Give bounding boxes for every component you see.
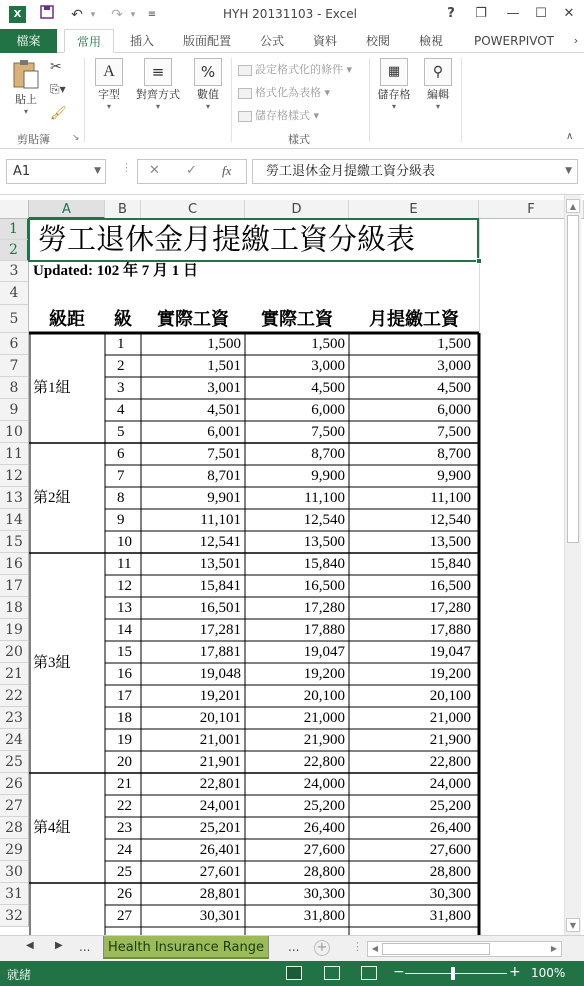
row-header-18[interactable]: 18 [0, 597, 29, 619]
monthly-contribution-cell[interactable]: 6,000 [437, 402, 471, 418]
name-box-dropdown-icon[interactable]: ▼ [94, 166, 101, 176]
monthly-contribution-cell[interactable]: 15,840 [429, 556, 471, 572]
column-header-f[interactable]: F [479, 200, 584, 219]
wage-to-cell[interactable]: 15,840 [303, 556, 345, 572]
row-header-13[interactable]: 13 [0, 487, 29, 509]
copy-icon[interactable]: ⎘▾ [50, 82, 66, 96]
insert-function-icon[interactable]: fx [222, 163, 232, 178]
save-icon[interactable] [38, 5, 56, 25]
cell-styles-label: 儲存格樣式 [255, 109, 310, 122]
row-header-9[interactable]: 9 [0, 399, 29, 421]
alignment-button[interactable] [132, 58, 184, 111]
column-header-d[interactable]: D [245, 200, 349, 219]
monthly-contribution-cell[interactable]: 31,800 [429, 908, 471, 924]
cut-icon[interactable]: ✂ [50, 59, 62, 75]
monthly-contribution-cell[interactable]: 11,100 [430, 490, 471, 506]
page-layout-view-icon[interactable] [324, 966, 340, 980]
status-ready: 就緒 [7, 968, 32, 982]
level-cell[interactable]: 13 [117, 600, 132, 616]
clipboard-group-label: 剪貼簿 [17, 133, 50, 146]
tab-powerpivot[interactable]: POWERPIVOT [473, 34, 554, 48]
conditional-formatting-icon [238, 65, 252, 76]
wage-to-cell[interactable]: 17,280 [303, 600, 345, 616]
level-cell[interactable]: 14 [117, 622, 132, 638]
help-button[interactable]: ? [447, 6, 455, 21]
monthly-contribution-cell[interactable]: 13,500 [429, 534, 471, 550]
horizontal-scrollbar[interactable] [367, 941, 562, 957]
row-header-5[interactable]: 5 [0, 305, 29, 333]
alignment-icon: ≡ [144, 58, 172, 86]
maximize-button[interactable]: ☐ [535, 6, 547, 21]
row-header-29[interactable]: 29 [0, 839, 29, 861]
wage-to-cell[interactable]: 19,047 [303, 644, 345, 660]
row-header-12[interactable]: 12 [0, 465, 29, 487]
monthly-contribution-cell[interactable]: 20,100 [429, 688, 471, 704]
paste-label: 貼上 [15, 93, 37, 106]
normal-view-icon[interactable] [286, 966, 302, 980]
tab-review[interactable]: 校閱 [365, 34, 390, 48]
horizontal-scroll-thumb[interactable] [382, 943, 490, 955]
wage-to-cell[interactable]: 25,200 [303, 798, 345, 814]
binoculars-icon: ⚲ [424, 58, 452, 86]
wage-from-cell[interactable]: 16,501 [199, 600, 241, 616]
wage-to-cell[interactable]: 20,100 [303, 688, 345, 704]
wage-from-cell[interactable]: 24,001 [199, 798, 241, 814]
zoom-level[interactable]: 100% [531, 966, 566, 980]
ribbon [0, 53, 584, 149]
tab-scroll-right-icon[interactable]: › [573, 34, 579, 47]
row-header-16[interactable]: 16 [0, 553, 29, 575]
tab-split-grip-icon[interactable]: ⋮ [352, 940, 363, 953]
formula-bar-grip-icon: ⋮ [121, 161, 132, 174]
wage-from-cell[interactable]: 13,501 [199, 556, 241, 572]
wage-to-cell[interactable]: 21,900 [303, 732, 345, 748]
row-header-23[interactable]: 23 [0, 707, 29, 729]
cells-icon: ▦ [380, 58, 408, 86]
wage-to-cell[interactable]: 16,500 [303, 578, 345, 594]
worksheet-grid[interactable] [0, 195, 584, 935]
row-header-2[interactable]: 2 [0, 240, 29, 261]
wage-from-cell[interactable]: 7,501 [207, 446, 241, 462]
monthly-contribution-cell[interactable]: 9,900 [437, 468, 471, 484]
wage-to-cell[interactable]: 8,700 [311, 446, 345, 462]
window-title: HYH 20131103 - Excel [222, 7, 357, 21]
updated-date-cell[interactable]: Updated: 102 年 7 月 1 日 [33, 263, 199, 279]
monthly-contribution-cell[interactable]: 7,500 [437, 424, 471, 440]
row-header-26[interactable]: 26 [0, 773, 29, 795]
wage-to-cell[interactable]: 24,000 [303, 776, 345, 792]
tab-formulas[interactable]: 公式 [259, 34, 284, 48]
level-cell[interactable]: 22 [117, 798, 132, 814]
wage-from-cell[interactable]: 3,001 [207, 380, 241, 396]
sheet-nav-next-icon[interactable]: ▶ [55, 940, 63, 951]
level-cell[interactable]: 11 [117, 556, 132, 572]
level-cell[interactable]: 25 [117, 864, 132, 880]
wage-from-cell[interactable]: 26,401 [199, 842, 241, 858]
add-sheet-button[interactable]: + [314, 940, 330, 956]
more-sheets-left-button[interactable]: ... [79, 940, 91, 954]
group-label-cell[interactable]: 第4組 [33, 820, 71, 836]
level-cell[interactable]: 3 [117, 380, 125, 396]
level-cell[interactable]: 20 [117, 754, 132, 770]
wage-to-cell[interactable]: 28,800 [303, 864, 345, 880]
font-icon: A [95, 58, 123, 86]
monthly-contribution-cell[interactable]: 27,600 [429, 842, 471, 858]
level-cell[interactable]: 9 [117, 512, 125, 528]
cell-styles-icon [238, 111, 252, 122]
row-header-7[interactable]: 7 [0, 355, 29, 377]
format-as-table-label: 格式化為表格 [255, 86, 321, 99]
wage-to-cell[interactable]: 22,800 [303, 754, 345, 770]
level-cell[interactable]: 1 [117, 336, 125, 352]
wage-to-cell[interactable]: 31,800 [303, 908, 345, 924]
styles-group-label: 樣式 [288, 133, 310, 146]
table-header-cell[interactable]: 級 [114, 309, 132, 329]
row-header-3[interactable]: 3 [0, 261, 29, 282]
tab-page-layout[interactable]: 版面配置 [182, 34, 231, 48]
row-header-15[interactable]: 15 [0, 531, 29, 553]
monthly-contribution-cell[interactable]: 25,200 [429, 798, 471, 814]
wage-to-cell[interactable]: 27,600 [303, 842, 345, 858]
table-header-cell[interactable]: 實際工資 [157, 309, 229, 329]
cancel-icon[interactable]: ✕ [149, 163, 160, 178]
monthly-contribution-cell[interactable]: 1,500 [437, 336, 471, 352]
cells-button[interactable] [374, 58, 414, 111]
row-header-14[interactable]: 14 [0, 509, 29, 531]
group-label-cell[interactable]: 第1組 [33, 380, 71, 396]
monthly-contribution-cell[interactable]: 17,280 [429, 600, 471, 616]
row-header-6[interactable]: 6 [0, 333, 29, 355]
level-cell[interactable]: 27 [117, 908, 132, 924]
wage-to-cell[interactable]: 9,900 [311, 468, 345, 484]
redo-icon[interactable]: ↷ [111, 7, 123, 23]
enter-icon[interactable]: ✓ [186, 163, 197, 178]
editing-dropdown-icon: ▾ [435, 102, 440, 111]
monthly-contribution-cell[interactable]: 12,540 [429, 512, 471, 528]
wage-from-cell[interactable]: 4,501 [207, 402, 241, 418]
clipboard-launcher-icon[interactable]: ↘ [72, 133, 80, 143]
monthly-contribution-cell[interactable]: 26,400 [429, 820, 471, 836]
wage-to-cell[interactable]: 30,300 [303, 886, 345, 902]
editing-label: 編輯 [427, 88, 449, 101]
editing-button[interactable] [420, 58, 456, 111]
column-header-e[interactable]: E [349, 200, 479, 219]
wage-from-cell[interactable]: 11,101 [200, 512, 241, 528]
zoom-slider-track[interactable] [405, 973, 507, 974]
paste-button[interactable] [6, 59, 46, 116]
level-cell[interactable]: 15 [117, 644, 132, 660]
monthly-contribution-cell[interactable]: 30,300 [429, 886, 471, 902]
level-cell[interactable]: 24 [117, 842, 132, 858]
table-header-cell[interactable]: 級距 [49, 309, 85, 329]
wage-from-cell[interactable]: 19,201 [199, 688, 241, 704]
wage-from-cell[interactable]: 19,048 [199, 666, 241, 682]
monthly-contribution-cell[interactable]: 21,000 [429, 710, 471, 726]
zoom-out-button[interactable]: − [393, 964, 405, 980]
customize-qat-icon[interactable]: ≡ [147, 9, 157, 20]
conditional-formatting-button[interactable]: 設定格式化的條件 ▾ [238, 61, 352, 77]
cells-dropdown-icon: ▾ [391, 102, 396, 111]
zoom-in-button[interactable]: + [509, 964, 521, 980]
format-as-table-button[interactable]: 格式化為表格 ▾ [238, 84, 330, 100]
row-header-27[interactable]: 27 [0, 795, 29, 817]
expand-formula-icon[interactable]: ▼ [565, 166, 572, 176]
status-bar [0, 961, 584, 986]
redo-dropdown-icon[interactable]: ▾ [130, 10, 136, 20]
page-break-preview-icon[interactable] [361, 966, 377, 980]
number-dropdown-icon: ▾ [205, 102, 210, 111]
monthly-contribution-cell[interactable]: 24,000 [429, 776, 471, 792]
wage-to-cell[interactable]: 11,100 [304, 490, 345, 506]
more-sheets-right-button[interactable]: ... [288, 940, 300, 954]
scroll-right-icon[interactable]: ▶ [550, 944, 558, 953]
conditional-formatting-label: 設定格式化的條件 [255, 63, 343, 76]
cell-styles-button[interactable]: 儲存格樣式 ▾ [238, 107, 319, 123]
paste-dropdown-icon[interactable]: ▾ [23, 107, 28, 116]
row-header-11[interactable]: 11 [0, 443, 29, 465]
wage-to-cell[interactable]: 6,000 [311, 402, 345, 418]
formula-input[interactable] [252, 159, 578, 184]
row-header-20[interactable]: 20 [0, 641, 29, 663]
formula-value: 勞工退休金月提繳工資分級表 [266, 164, 436, 179]
name-box[interactable] [6, 159, 106, 184]
close-button[interactable]: ✕ [563, 6, 575, 21]
font-dropdown-icon: ▾ [106, 102, 111, 111]
percent-icon: % [194, 58, 222, 86]
sheet-tabs-bar [0, 935, 584, 961]
row-header-30[interactable]: 30 [0, 861, 29, 883]
font-label: 字型 [98, 88, 120, 101]
level-cell[interactable]: 7 [117, 468, 125, 484]
cells-label: 儲存格 [377, 88, 411, 101]
vertical-scroll-thumb[interactable] [567, 215, 579, 543]
format-painter-icon[interactable]: 🖌 [50, 106, 67, 121]
monthly-contribution-cell[interactable]: 8,700 [437, 446, 471, 462]
wage-from-cell[interactable]: 21,901 [199, 754, 241, 770]
level-cell[interactable]: 21 [117, 776, 132, 792]
row-header-1[interactable]: 1 [0, 219, 29, 240]
level-cell[interactable]: 2 [117, 358, 125, 374]
wage-from-cell[interactable]: 1,501 [207, 358, 241, 374]
sheet-title-cell[interactable]: 勞工退休金月提繳工資分級表 [38, 224, 416, 256]
tab-view[interactable]: 檢視 [418, 34, 443, 48]
number-button[interactable] [190, 58, 226, 111]
number-label: 數值 [197, 88, 219, 101]
excel-logo-icon: X [9, 6, 26, 23]
row-header-31[interactable]: 31 [0, 883, 29, 905]
column-header-b[interactable]: B [105, 200, 141, 219]
sheet-tab-health-insurance-range[interactable]: Health Insurance Range [103, 936, 269, 959]
level-cell[interactable]: 5 [117, 424, 125, 440]
wage-to-cell[interactable]: 3,000 [311, 358, 345, 374]
row-header-32[interactable]: 32 [0, 905, 29, 927]
zoom-slider-thumb[interactable] [451, 967, 455, 980]
table-header-cell[interactable]: 實際工資 [261, 309, 333, 329]
wage-from-cell[interactable]: 1,500 [207, 336, 241, 352]
level-cell[interactable]: 26 [117, 886, 132, 902]
wage-to-cell[interactable]: 4,500 [311, 380, 345, 396]
row-header-25[interactable]: 25 [0, 751, 29, 773]
scroll-up-icon[interactable]: ▲ [566, 199, 580, 213]
monthly-contribution-cell[interactable]: 3,000 [437, 358, 471, 374]
table-header-cell[interactable]: 月提繳工資 [369, 309, 459, 329]
monthly-contribution-cell[interactable]: 19,200 [429, 666, 471, 682]
wage-from-cell[interactable]: 6,001 [207, 424, 241, 440]
row-header-19[interactable]: 19 [0, 619, 29, 641]
wage-from-cell[interactable]: 22,801 [199, 776, 241, 792]
row-header-4[interactable]: 4 [0, 282, 29, 305]
wage-from-cell[interactable]: 30,301 [199, 908, 241, 924]
level-cell[interactable]: 17 [117, 688, 132, 704]
wage-from-cell[interactable]: 9,901 [207, 490, 241, 506]
level-cell[interactable]: 18 [117, 710, 132, 726]
vertical-scrollbar[interactable] [564, 195, 581, 935]
wage-to-cell[interactable]: 21,000 [303, 710, 345, 726]
row-header-24[interactable]: 24 [0, 729, 29, 751]
wage-to-cell[interactable]: 19,200 [303, 666, 345, 682]
level-cell[interactable]: 16 [117, 666, 132, 682]
group-label-cell[interactable]: 第3組 [33, 655, 71, 671]
formula-buttons [137, 159, 247, 184]
font-button[interactable] [90, 58, 128, 111]
row-header-10[interactable]: 10 [0, 421, 29, 443]
monthly-contribution-cell[interactable]: 4,500 [437, 380, 471, 396]
level-cell[interactable]: 10 [117, 534, 132, 550]
wage-from-cell[interactable]: 8,701 [207, 468, 241, 484]
tab-data[interactable]: 資料 [312, 34, 337, 48]
name-box-value: A1 [13, 164, 31, 179]
tab-insert[interactable]: 插入 [129, 34, 154, 48]
row-header-17[interactable]: 17 [0, 575, 29, 597]
wage-to-cell[interactable]: 17,880 [303, 622, 345, 638]
monthly-contribution-cell[interactable]: 16,500 [429, 578, 471, 594]
level-cell[interactable]: 8 [117, 490, 125, 506]
group-label-cell[interactable]: 第2組 [33, 490, 71, 506]
row-header-8[interactable]: 8 [0, 377, 29, 399]
column-header-c[interactable]: C [141, 200, 245, 219]
level-cell[interactable]: 23 [117, 820, 132, 836]
wage-from-cell[interactable]: 12,541 [199, 534, 241, 550]
ribbon-tabs [0, 29, 584, 53]
wage-to-cell[interactable]: 1,500 [311, 336, 345, 352]
row-header-22[interactable]: 22 [0, 685, 29, 707]
collapse-ribbon-icon[interactable]: ∧ [566, 131, 574, 142]
undo-dropdown-icon[interactable]: ▾ [90, 10, 96, 20]
wage-from-cell[interactable]: 15,841 [199, 578, 241, 594]
monthly-contribution-cell[interactable]: 21,900 [429, 732, 471, 748]
wage-from-cell[interactable]: 25,201 [199, 820, 241, 836]
scroll-down-icon[interactable]: ▼ [566, 918, 580, 932]
wage-to-cell[interactable]: 12,540 [303, 512, 345, 528]
format-as-table-icon [238, 88, 252, 99]
scroll-left-icon[interactable]: ◀ [371, 944, 379, 953]
title-bar [0, 0, 584, 29]
wage-from-cell[interactable]: 17,881 [199, 644, 241, 660]
sheet-nav-prev-icon[interactable]: ◀ [26, 940, 34, 951]
formula-bar [0, 149, 584, 195]
alignment-label: 對齊方式 [136, 88, 180, 101]
wage-from-cell[interactable]: 21,001 [199, 732, 241, 748]
monthly-contribution-cell[interactable]: 28,800 [429, 864, 471, 880]
ribbon-display-options-button[interactable]: ❐ [475, 6, 487, 21]
level-cell[interactable]: 6 [117, 446, 125, 462]
wage-to-cell[interactable]: 26,400 [303, 820, 345, 836]
row-header-21[interactable]: 21 [0, 663, 29, 685]
row-header-28[interactable]: 28 [0, 817, 29, 839]
wage-from-cell[interactable]: 20,101 [199, 710, 241, 726]
undo-icon[interactable]: ↶ [71, 7, 83, 23]
monthly-contribution-cell[interactable]: 19,047 [429, 644, 471, 660]
wage-from-cell[interactable]: 28,801 [199, 886, 241, 902]
wage-from-cell[interactable]: 17,281 [199, 622, 241, 638]
level-cell[interactable]: 4 [117, 402, 125, 418]
tab-home[interactable]: 常用 [64, 29, 114, 53]
alignment-dropdown-icon: ▾ [155, 102, 160, 111]
wage-to-cell[interactable]: 13,500 [303, 534, 345, 550]
minimize-button[interactable]: — [506, 6, 520, 21]
level-cell[interactable]: 19 [117, 732, 132, 748]
monthly-contribution-cell[interactable]: 22,800 [429, 754, 471, 770]
wage-from-cell[interactable]: 27,601 [199, 864, 241, 880]
wage-to-cell[interactable]: 7,500 [311, 424, 345, 440]
monthly-contribution-cell[interactable]: 17,880 [429, 622, 471, 638]
tab-file[interactable]: 檔案 [0, 29, 57, 53]
column-header-a[interactable]: A [29, 200, 105, 219]
level-cell[interactable]: 12 [117, 578, 132, 594]
